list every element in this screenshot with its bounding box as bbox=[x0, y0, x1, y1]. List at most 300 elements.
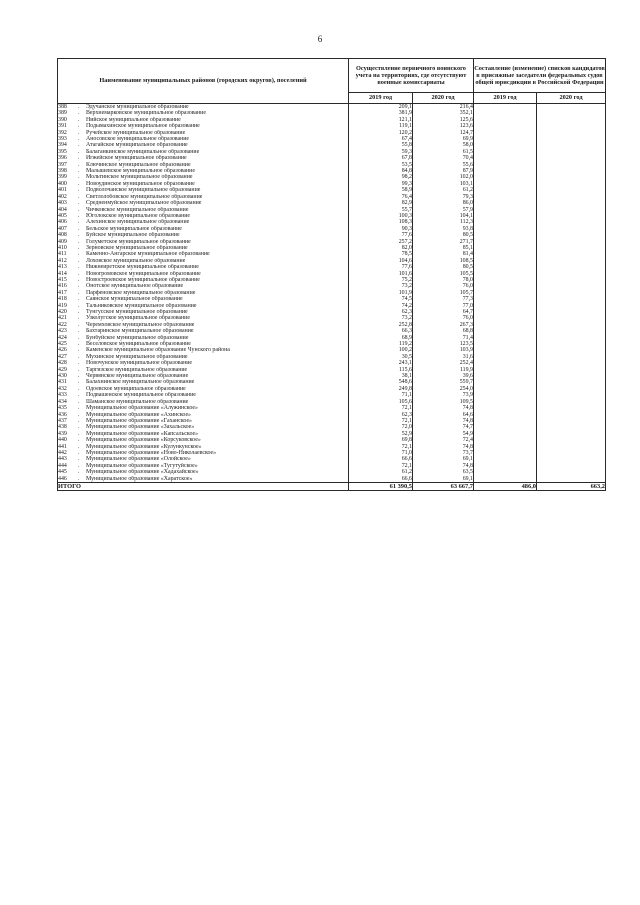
row-value-a2020: 76,0 bbox=[413, 315, 474, 321]
row-value-a2019: 72,1 bbox=[349, 418, 413, 424]
row-value-a2020: 123,6 bbox=[413, 123, 474, 129]
row-name: Бахтаринское муниципальное образование bbox=[86, 328, 194, 335]
row-name: Аносовское муниципальное образование bbox=[86, 136, 190, 143]
row-number: 408 bbox=[58, 232, 67, 239]
row-value-a2020: 71,4 bbox=[413, 335, 474, 341]
row-name: Муниципальное образование «Кулункунское» bbox=[86, 443, 202, 450]
row-value-a2019: 257,2 bbox=[349, 239, 413, 245]
row-value-a2020: 64,7 bbox=[413, 309, 474, 315]
row-name: Каменно-Ангарское муниципальное образование bbox=[86, 251, 210, 258]
row-value-a2019: 252,8 bbox=[349, 322, 413, 328]
row-number-dot: . bbox=[78, 180, 80, 187]
row-value-a2019: 62,3 bbox=[349, 309, 413, 315]
row-number: 419 bbox=[58, 302, 67, 309]
row-value-a2019: 90,3 bbox=[349, 226, 413, 232]
row-number: 422 bbox=[58, 321, 67, 328]
row-name: Муниципальное образование «Гаханское» bbox=[86, 417, 193, 424]
row-value-a2020: 267,3 bbox=[413, 322, 474, 328]
row-number-dot: . bbox=[78, 219, 80, 226]
row-number: 446 bbox=[58, 475, 67, 482]
row-number-dot: . bbox=[78, 104, 80, 110]
row-value-a2019: 72,1 bbox=[349, 405, 413, 411]
row-value-a2019: 99,3 bbox=[349, 181, 413, 187]
row-number: 416 bbox=[58, 283, 67, 290]
row-name: Муниципальное образование «Харатское» bbox=[86, 475, 193, 482]
row-number-dot: . bbox=[78, 456, 80, 463]
row-value-a2020: 86,0 bbox=[413, 200, 474, 206]
row-name: Нижнеиретское муниципальное образование bbox=[86, 264, 199, 271]
row-number-dot: . bbox=[78, 200, 80, 207]
row-name: Ручейское муниципальное образование bbox=[86, 129, 186, 136]
row-number: 398 bbox=[58, 168, 67, 175]
row-value-a2019: 71,1 bbox=[349, 392, 413, 398]
row-number-dot: . bbox=[78, 315, 80, 322]
row-name: Новоудинское муниципальное образование bbox=[86, 180, 195, 187]
row-value-a2020: 105,7 bbox=[413, 290, 474, 296]
row-value-a2019: 66,6 bbox=[349, 456, 413, 462]
row-value-a2019: 101,6 bbox=[349, 271, 413, 277]
row-name: Муниципальное образование «Олойское» bbox=[86, 456, 191, 463]
row-number: 425 bbox=[58, 341, 67, 348]
row-value-a2019: 71,0 bbox=[349, 450, 413, 456]
row-value-a2019: 249,8 bbox=[349, 386, 413, 392]
row-value-a2020: 80,5 bbox=[413, 232, 474, 238]
row-name: Подымахинское муниципальное образование bbox=[86, 123, 200, 130]
row-value-a2019: 59,3 bbox=[349, 149, 413, 155]
row-value-a2019: 55,8 bbox=[349, 142, 413, 148]
row-number: 445 bbox=[58, 469, 67, 476]
row-number-dot: . bbox=[78, 142, 80, 149]
row-number-dot: . bbox=[78, 302, 80, 309]
row-number-dot: . bbox=[78, 405, 80, 412]
row-name: Новостроевское муниципальное образование bbox=[86, 276, 200, 283]
row-name: Муниципальное образование «Корсуковское» bbox=[86, 437, 201, 444]
row-number: 413 bbox=[58, 264, 67, 271]
row-number-dot: . bbox=[78, 296, 80, 303]
row-value-a2020: 124,7 bbox=[413, 130, 474, 136]
row-number: 397 bbox=[58, 161, 67, 168]
row-value-a2020: 271,7 bbox=[413, 239, 474, 245]
row-value-a2020: 109,5 bbox=[413, 399, 474, 405]
row-number: 428 bbox=[58, 360, 67, 367]
row-number-dot: . bbox=[78, 206, 80, 213]
row-name: Атагайское муниципальное образование bbox=[86, 142, 188, 149]
row-value-a2019: 101,9 bbox=[349, 290, 413, 296]
row-value-a2019: 548,6 bbox=[349, 379, 413, 385]
row-value-a2019: 100,2 bbox=[349, 347, 413, 353]
table-row bbox=[58, 476, 606, 483]
header-year-b-2019: 2019 год bbox=[474, 93, 537, 104]
total-label: ИТОГО bbox=[58, 482, 349, 490]
row-value-a2020: 76,0 bbox=[413, 283, 474, 289]
row-name: Эдучанское муниципальное образование bbox=[86, 104, 189, 110]
row-value-a2020: 104,1 bbox=[413, 213, 474, 219]
row-number-dot: . bbox=[78, 289, 80, 296]
row-value-a2020: 39,6 bbox=[413, 373, 474, 379]
row-number: 395 bbox=[58, 148, 67, 155]
row-value-a2019: 105,6 bbox=[349, 399, 413, 405]
row-number: 400 bbox=[58, 180, 67, 187]
row-name-cell bbox=[58, 104, 349, 111]
row-value-a2020: 123,5 bbox=[413, 341, 474, 347]
row-name: Бельское муниципальное образование bbox=[86, 225, 182, 232]
row-value-a2019: 100,3 bbox=[349, 213, 413, 219]
page-number: 6 bbox=[317, 34, 323, 44]
row-number: 412 bbox=[58, 257, 67, 264]
row-value-a2020: 79,3 bbox=[413, 194, 474, 200]
row-number: 432 bbox=[58, 385, 67, 392]
row-value-a2020: 70,4 bbox=[413, 155, 474, 161]
header-military-registration: Осуществление первичного воинского учета на территориях, где отсутствуют военные комиссариаты bbox=[349, 59, 474, 93]
row-number-dot: . bbox=[78, 257, 80, 264]
row-value-a2019: 69,8 bbox=[349, 437, 413, 443]
row-number-dot: . bbox=[78, 321, 80, 328]
row-number-dot: . bbox=[78, 276, 80, 283]
row-name: Муниципальное образование «Капсальское» bbox=[86, 430, 199, 437]
row-value-a2019: 73,2 bbox=[349, 283, 413, 289]
row-number: 396 bbox=[58, 155, 67, 162]
row-value-a2020: 102,0 bbox=[413, 174, 474, 180]
row-value-a2019: 75,2 bbox=[349, 277, 413, 283]
row-number-dot: . bbox=[78, 379, 80, 386]
row-name: Веселовское муниципальное образование bbox=[86, 341, 191, 348]
row-number: 424 bbox=[58, 334, 67, 341]
row-number: 391 bbox=[58, 123, 67, 130]
header-year-b-2020: 2020 год bbox=[537, 93, 606, 104]
row-value-a2019: 68,9 bbox=[349, 335, 413, 341]
row-value-a2019: 119,1 bbox=[349, 123, 413, 129]
row-value-a2019: 104,6 bbox=[349, 258, 413, 264]
row-value-a2020: 112,3 bbox=[413, 219, 474, 225]
row-name: Бунбуйское муниципальное образование bbox=[86, 334, 189, 341]
row-value-a2020: 74,8 bbox=[413, 418, 474, 424]
row-name: Муниципальное образование «Хадахайское» bbox=[86, 469, 199, 476]
row-number-dot: . bbox=[78, 193, 80, 200]
row-number: 410 bbox=[58, 244, 67, 251]
row-value-a2019: 74,2 bbox=[349, 303, 413, 309]
row-number-dot: . bbox=[78, 129, 80, 136]
row-name: Юголокское муниципальное образование bbox=[86, 212, 191, 219]
row-value-a2019: 67,8 bbox=[349, 155, 413, 161]
row-empty-b2020 bbox=[537, 476, 606, 483]
row-number: 427 bbox=[58, 353, 67, 360]
row-name: Червянское муниципальное образование bbox=[86, 373, 189, 380]
row-number: 438 bbox=[58, 424, 67, 431]
row-name: Ключинское муниципальное образование bbox=[86, 161, 191, 168]
row-number-dot: . bbox=[78, 136, 80, 143]
table-body bbox=[58, 104, 606, 483]
row-name: Муниципальное образование «Ново-Николаевское» bbox=[86, 449, 217, 456]
row-number-dot: . bbox=[78, 251, 80, 258]
row-value-a2019: 98,2 bbox=[349, 174, 413, 180]
row-number-dot: . bbox=[78, 155, 80, 162]
row-number: 418 bbox=[58, 296, 67, 303]
row-value-a2020: 559,7 bbox=[413, 379, 474, 385]
row-number-dot: . bbox=[78, 123, 80, 130]
row-number: 401 bbox=[58, 187, 67, 194]
row-value-a2019: 119,2 bbox=[349, 341, 413, 347]
row-number-dot: . bbox=[78, 334, 80, 341]
row-value-a2019: 82,9 bbox=[349, 200, 413, 206]
row-value-a2019: 73,2 bbox=[349, 315, 413, 321]
row-value-a2020: 57,9 bbox=[413, 207, 474, 213]
row-number: 440 bbox=[58, 437, 67, 444]
total-a-2019: 61 390,5 bbox=[349, 482, 413, 490]
row-number-dot: . bbox=[78, 353, 80, 360]
row-number-dot: . bbox=[78, 475, 80, 482]
row-number: 417 bbox=[58, 289, 67, 296]
row-value-a2020: 68,8 bbox=[413, 328, 474, 334]
row-number-dot: . bbox=[78, 309, 80, 315]
row-name: Парфеновское муниципальное образование bbox=[86, 289, 196, 296]
row-value-a2019: 82,0 bbox=[349, 245, 413, 251]
row-number-dot: . bbox=[78, 232, 80, 239]
row-value-a2019: 72,0 bbox=[349, 424, 413, 430]
row-number-dot: . bbox=[78, 437, 80, 444]
row-number: 433 bbox=[58, 392, 67, 399]
row-number: 409 bbox=[58, 238, 67, 245]
row-number-dot: . bbox=[78, 187, 80, 194]
row-value-a2020: 77,0 bbox=[413, 303, 474, 309]
row-value-a2020: 58,0 bbox=[413, 142, 474, 148]
row-name: Балахнинское муниципальное образование bbox=[86, 379, 195, 386]
row-name: Подволочанское муниципальное образование bbox=[86, 187, 201, 194]
row-number: 426 bbox=[58, 347, 67, 354]
row-number: 405 bbox=[58, 212, 67, 219]
row-value-a2020: 73,9 bbox=[413, 392, 474, 398]
row-value-a2020: 69,1 bbox=[413, 456, 474, 462]
row-number-dot: . bbox=[78, 449, 80, 456]
row-number: 435 bbox=[58, 405, 67, 412]
row-number-dot: . bbox=[78, 148, 80, 155]
row-value-a2019: 61,2 bbox=[349, 469, 413, 475]
row-value-a2019: 381,9 bbox=[349, 110, 413, 116]
row-value-a2020: 72,4 bbox=[413, 437, 474, 443]
row-value-a2020: 61,2 bbox=[413, 187, 474, 193]
row-number-dot: . bbox=[78, 328, 80, 335]
budget-table bbox=[57, 58, 606, 491]
row-value-a2019: 121,1 bbox=[349, 117, 413, 123]
row-name: Мухинское муниципальное образование bbox=[86, 353, 188, 360]
row-value-a2020: 61,5 bbox=[413, 149, 474, 155]
row-value-a2019: 66,3 bbox=[349, 328, 413, 334]
row-value-a2020: 105,5 bbox=[413, 271, 474, 277]
row-value-a2019: 67,4 bbox=[349, 136, 413, 142]
row-value-a2020: 125,6 bbox=[413, 117, 474, 123]
row-number: 436 bbox=[58, 411, 67, 418]
row-value-a2020: 80,5 bbox=[413, 264, 474, 270]
row-number: 430 bbox=[58, 373, 67, 380]
total-b-2020: 663,2 bbox=[537, 482, 606, 490]
row-number-dot: . bbox=[78, 264, 80, 271]
row-number: 392 bbox=[58, 129, 67, 136]
row-number: 429 bbox=[58, 366, 67, 373]
row-name: Узколугское муниципальное образование bbox=[86, 315, 190, 322]
row-number-dot: . bbox=[78, 347, 80, 354]
row-number: 441 bbox=[58, 443, 67, 450]
table-row bbox=[58, 104, 606, 111]
header-year-a-2019: 2019 год bbox=[349, 93, 413, 104]
row-name: Таргизское муниципальное образование bbox=[86, 366, 188, 373]
row-name: Зерновское муниципальное образование bbox=[86, 244, 188, 251]
row-value-a2020: 87,9 bbox=[413, 168, 474, 174]
row-number-dot: . bbox=[78, 385, 80, 392]
row-name-cell bbox=[58, 476, 349, 483]
row-value-a2019: 209,1 bbox=[349, 104, 413, 111]
row-number-dot: . bbox=[78, 443, 80, 450]
row-name: Черемховское муниципальное образование bbox=[86, 321, 195, 328]
row-name: Муниципальное образование «Тугутуйское» bbox=[86, 462, 198, 469]
row-number: 407 bbox=[58, 225, 67, 232]
row-name: Игжейское муниципальное образование bbox=[86, 155, 187, 162]
row-value-a2020: 64,6 bbox=[413, 412, 474, 418]
row-number-dot: . bbox=[78, 417, 80, 424]
row-number: 443 bbox=[58, 456, 67, 463]
row-name: Лоховское муниципальное образование bbox=[86, 257, 186, 264]
row-number: 406 bbox=[58, 219, 67, 226]
row-value-a2020: 69,1 bbox=[413, 476, 474, 483]
row-number: 439 bbox=[58, 430, 67, 437]
row-value-a2019: 55,7 bbox=[349, 207, 413, 213]
row-number: 421 bbox=[58, 315, 67, 322]
row-value-a2020: 77,3 bbox=[413, 296, 474, 302]
row-number: 403 bbox=[58, 200, 67, 207]
row-number: 444 bbox=[58, 462, 67, 469]
row-number-dot: . bbox=[78, 244, 80, 251]
row-number: 390 bbox=[58, 116, 67, 123]
row-number-dot: . bbox=[78, 469, 80, 476]
row-value-a2020: 69,9 bbox=[413, 136, 474, 142]
row-value-a2019: 243,1 bbox=[349, 360, 413, 366]
row-value-a2019: 115,6 bbox=[349, 367, 413, 373]
row-number-dot: . bbox=[78, 411, 80, 418]
row-name: Новочунское муниципальное образование bbox=[86, 360, 193, 367]
row-number: 393 bbox=[58, 136, 67, 143]
row-value-a2020: 216,4 bbox=[413, 104, 474, 111]
total-a-2020: 63 667,7 bbox=[413, 482, 474, 490]
row-number-dot: . bbox=[78, 283, 80, 290]
row-number-dot: . bbox=[78, 341, 80, 348]
row-empty-b2020 bbox=[537, 104, 606, 111]
row-value-a2019: 77,6 bbox=[349, 264, 413, 270]
row-name: Одоевское муниципальное образование bbox=[86, 385, 186, 392]
row-name: Новогромовское муниципальное образование bbox=[86, 270, 201, 277]
row-value-a2020: 103,9 bbox=[413, 347, 474, 353]
row-value-a2020: 93,8 bbox=[413, 226, 474, 232]
total-b-2019: 486,0 bbox=[474, 482, 537, 490]
row-number-dot: . bbox=[78, 174, 80, 181]
header-year-a-2020: 2020 год bbox=[413, 93, 474, 104]
row-value-a2020: 85,1 bbox=[413, 245, 474, 251]
row-name: Онотское муниципальное образование bbox=[86, 283, 184, 290]
row-number: 423 bbox=[58, 328, 67, 335]
row-value-a2020: 73,7 bbox=[413, 450, 474, 456]
row-value-a2019: 38,1 bbox=[349, 373, 413, 379]
row-value-a2019: 108,3 bbox=[349, 219, 413, 225]
row-number: 404 bbox=[58, 206, 67, 213]
row-value-a2019: 77,6 bbox=[349, 232, 413, 238]
table-total-row bbox=[58, 482, 606, 490]
row-empty-b2019 bbox=[474, 476, 537, 483]
row-number: 402 bbox=[58, 193, 67, 200]
row-empty-b2019 bbox=[474, 104, 537, 111]
row-name: Голуметское муниципальное образование bbox=[86, 238, 191, 245]
row-name: Буйское муниципальное образование bbox=[86, 232, 180, 239]
row-name: Каменское муниципальное образование Чунского района bbox=[86, 347, 230, 354]
row-value-a2020: 254,0 bbox=[413, 386, 474, 392]
row-number-dot: . bbox=[78, 168, 80, 175]
row-number-dot: . bbox=[78, 238, 80, 245]
row-name: Алехинское муниципальное образование bbox=[86, 219, 190, 226]
row-value-a2020: 63,5 bbox=[413, 469, 474, 475]
row-value-a2020: 103,1 bbox=[413, 181, 474, 187]
row-name: Муниципальное образование «Алужинское» bbox=[86, 405, 198, 412]
row-number: 388 bbox=[58, 104, 67, 110]
row-name: Тунгусское муниципальное образование bbox=[86, 309, 188, 315]
row-value-a2020: 74,7 bbox=[413, 424, 474, 430]
row-name: Чичковское муниципальное образование bbox=[86, 206, 189, 213]
row-number-dot: . bbox=[78, 430, 80, 437]
row-number: 420 bbox=[58, 309, 67, 315]
row-value-a2020: 55,6 bbox=[413, 162, 474, 168]
row-number-dot: . bbox=[78, 110, 80, 117]
row-value-a2020: 119,9 bbox=[413, 367, 474, 373]
header-name-column: Наименование муниципальных районов (городских округов), поселений bbox=[58, 59, 349, 104]
row-name: Верхнемарковское муниципальное образование bbox=[86, 110, 206, 117]
row-number-dot: . bbox=[78, 161, 80, 168]
row-name: Светлолобовское муниципальное образование bbox=[86, 193, 203, 200]
row-number: 434 bbox=[58, 398, 67, 405]
row-value-a2020: 74,8 bbox=[413, 444, 474, 450]
row-name: Саянское муниципальное образование bbox=[86, 296, 183, 303]
row-name: Муниципальное образование «Ахинское» bbox=[86, 411, 192, 418]
row-value-a2019: 53,5 bbox=[349, 162, 413, 168]
row-number: 431 bbox=[58, 379, 67, 386]
row-value-a2020: 108,5 bbox=[413, 258, 474, 264]
row-number-dot: . bbox=[78, 392, 80, 399]
row-value-a2020: 54,9 bbox=[413, 431, 474, 437]
row-number: 394 bbox=[58, 142, 67, 149]
row-name: Нийское муниципальное образование bbox=[86, 116, 181, 123]
row-value-a2019: 52,9 bbox=[349, 431, 413, 437]
row-name: Муниципальное образование «Захальское» bbox=[86, 424, 195, 431]
row-value-a2020: 81,4 bbox=[413, 251, 474, 257]
row-name: Балаганкинское муниципальное образование bbox=[86, 148, 200, 155]
row-number-dot: . bbox=[78, 424, 80, 431]
row-value-a2019: 72,1 bbox=[349, 463, 413, 469]
row-number: 415 bbox=[58, 276, 67, 283]
row-value-a2019: 74,5 bbox=[349, 296, 413, 302]
row-value-a2019: 58,9 bbox=[349, 187, 413, 193]
row-number-dot: . bbox=[78, 116, 80, 123]
row-number: 442 bbox=[58, 449, 67, 456]
row-value-a2020: 78,0 bbox=[413, 277, 474, 283]
row-number: 414 bbox=[58, 270, 67, 277]
row-value-a2020: 74,8 bbox=[413, 405, 474, 411]
row-value-a2020: 74,8 bbox=[413, 463, 474, 469]
row-value-a2019: 66,6 bbox=[349, 476, 413, 483]
row-number-dot: . bbox=[78, 360, 80, 367]
row-value-a2019: 30,5 bbox=[349, 354, 413, 360]
row-value-a2020: 31,6 bbox=[413, 354, 474, 360]
row-number-dot: . bbox=[78, 225, 80, 232]
row-number-dot: . bbox=[78, 270, 80, 277]
row-value-a2020: 252,4 bbox=[413, 360, 474, 366]
row-number-dot: . bbox=[78, 462, 80, 469]
row-number-dot: . bbox=[78, 373, 80, 380]
row-value-a2019: 84,8 bbox=[349, 168, 413, 174]
row-number: 389 bbox=[58, 110, 67, 117]
